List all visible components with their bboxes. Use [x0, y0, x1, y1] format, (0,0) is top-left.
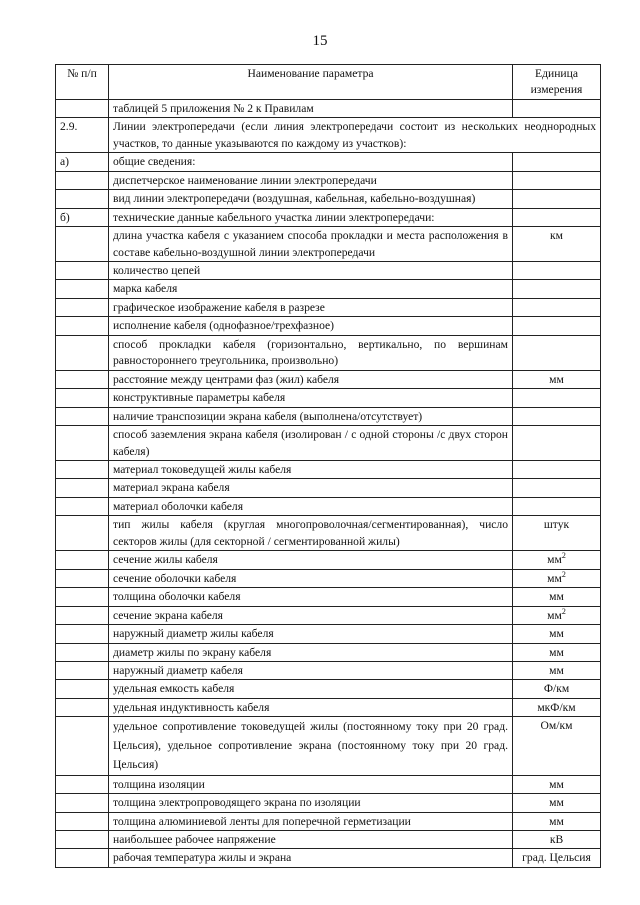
- row-number: а): [56, 153, 109, 171]
- row-number: [56, 717, 109, 775]
- table-row: [56, 516, 601, 551]
- table-row: [56, 643, 601, 661]
- unit-superscript: 2: [561, 551, 566, 561]
- parameter-unit: [513, 153, 601, 171]
- row-number: [56, 551, 109, 569]
- row-number: [56, 426, 109, 461]
- parameter-unit: [513, 426, 601, 461]
- parameter-name: тип жилы кабеля (круглая многопроволочная/сегментированная), число секторов жилы (для секторной / сегментированной жилы): [109, 516, 513, 551]
- parameter-name: технические данные кабельного участка линии электропередачи:: [109, 208, 513, 226]
- header-number: № п/п: [56, 65, 109, 100]
- row-number: [56, 831, 109, 849]
- table-row: [56, 118, 601, 153]
- parameter-name: материал оболочки кабеля: [109, 497, 513, 515]
- row-number: [56, 698, 109, 716]
- parameter-unit: [513, 317, 601, 335]
- table-row: [56, 661, 601, 679]
- unit-text: мм: [547, 553, 562, 567]
- table-row: [56, 407, 601, 425]
- table-row: [56, 227, 601, 262]
- table-row: [56, 99, 601, 117]
- parameter-name: удельная индуктивность кабеля: [109, 698, 513, 716]
- parameter-unit: [513, 298, 601, 316]
- unit-text: Ф/км: [543, 682, 570, 696]
- parameter-name: наружный диаметр кабеля: [109, 661, 513, 679]
- parameter-name: способ прокладки кабеля (горизонтально, вертикально, по вершинам равностороннего треугольника, произвольно): [109, 335, 513, 370]
- unit-text: град. Цельсия: [522, 851, 591, 865]
- table-row: [56, 426, 601, 461]
- row-number: [56, 99, 109, 117]
- unit-text: мм: [549, 590, 564, 604]
- parameter-unit: [513, 831, 601, 849]
- table-row: [56, 479, 601, 497]
- row-number: б): [56, 208, 109, 226]
- parameter-unit: [513, 389, 601, 407]
- parameter-name: наличие транспозиции экрана кабеля (выполнена/отсутствует): [109, 407, 513, 425]
- table-row: [56, 497, 601, 515]
- parameter-unit: [513, 849, 601, 867]
- table-row: [56, 190, 601, 208]
- parameter-name: сечение экрана кабеля: [109, 606, 513, 624]
- parameters-table: [55, 64, 601, 868]
- row-number: [56, 298, 109, 316]
- table-row: [56, 153, 601, 171]
- row-number: [56, 460, 109, 478]
- row-number: [56, 569, 109, 587]
- parameter-name: вид линии электропередачи (воздушная, кабельная, кабельно-воздушная): [109, 190, 513, 208]
- unit-text: мкФ/км: [537, 700, 576, 714]
- parameter-unit: [513, 335, 601, 370]
- unit-text: мм: [549, 777, 564, 791]
- parameter-name: графическое изображение кабеля в разрезе: [109, 298, 513, 316]
- unit-text: мм: [547, 608, 562, 622]
- row-number: [56, 370, 109, 388]
- table-row: [56, 698, 601, 716]
- parameter-name: материал экрана кабеля: [109, 479, 513, 497]
- parameter-unit: [513, 717, 601, 775]
- parameter-name: толщина изоляции: [109, 775, 513, 793]
- parameter-name: рабочая температура жилы и экрана: [109, 849, 513, 867]
- header-unit: Единица измерения: [513, 65, 601, 100]
- table-row: [56, 317, 601, 335]
- table-row: [56, 389, 601, 407]
- row-number: [56, 190, 109, 208]
- parameter-name: толщина электропроводящего экрана по изоляции: [109, 794, 513, 812]
- table-row: [56, 298, 601, 316]
- table-row: [56, 588, 601, 606]
- parameter-name: диспетчерское наименование линии электропередачи: [109, 171, 513, 189]
- table-row: [56, 335, 601, 370]
- table-row: [56, 717, 601, 775]
- table-row: [56, 606, 601, 624]
- parameter-name: конструктивные параметры кабеля: [109, 389, 513, 407]
- table-row: [56, 625, 601, 643]
- parameter-unit: [513, 569, 601, 587]
- unit-text: мм: [547, 571, 562, 585]
- row-number: [56, 497, 109, 515]
- row-number: [56, 794, 109, 812]
- unit-text: км: [550, 229, 563, 243]
- table-row: [56, 171, 601, 189]
- parameter-name: удельная емкость кабеля: [109, 680, 513, 698]
- unit-text: мм: [549, 627, 564, 641]
- parameter-name: удельное сопротивление токоведущей жилы (постоянному току при 20 град. Цельсия), удельное сопротивление экрана (постоянному току при 20 град. Цельсия): [109, 717, 513, 775]
- row-number: [56, 625, 109, 643]
- parameter-name: диаметр жилы по экрану кабеля: [109, 643, 513, 661]
- parameter-unit: [513, 190, 601, 208]
- parameter-unit: [513, 680, 601, 698]
- parameter-name: марка кабеля: [109, 280, 513, 298]
- parameter-unit: [513, 775, 601, 793]
- page-number: 15: [312, 33, 328, 49]
- row-number: [56, 775, 109, 793]
- table-row: [56, 812, 601, 830]
- parameter-name: таблицей 5 приложения № 2 к Правилам: [109, 99, 513, 117]
- unit-text: Ом/км: [540, 719, 573, 733]
- table-row: [56, 460, 601, 478]
- table-row: [56, 569, 601, 587]
- row-number: [56, 317, 109, 335]
- table-row: [56, 775, 601, 793]
- parameter-unit: [513, 588, 601, 606]
- parameter-unit: [513, 171, 601, 189]
- unit-superscript: 2: [561, 606, 566, 616]
- table-row: [56, 370, 601, 388]
- parameter-unit: [513, 280, 601, 298]
- parameter-unit: [513, 794, 601, 812]
- parameter-name: Линии электропередачи (если линия электропередачи состоит из нескольких неоднородных участков, то данные указываются по каждому из участков):: [109, 118, 601, 153]
- row-number: [56, 812, 109, 830]
- parameter-name: толщина алюминиевой ленты для поперечной герметизации: [109, 812, 513, 830]
- parameter-unit: [513, 208, 601, 226]
- parameter-name: расстояние между центрами фаз (жил) кабеля: [109, 370, 513, 388]
- parameter-name: сечение жилы кабеля: [109, 551, 513, 569]
- parameter-unit: [513, 227, 601, 262]
- parameter-unit: [513, 497, 601, 515]
- table-row: [56, 794, 601, 812]
- table-row: [56, 280, 601, 298]
- unit-text: кВ: [549, 833, 564, 847]
- parameter-unit: [513, 643, 601, 661]
- parameter-unit: [513, 551, 601, 569]
- parameter-unit: [513, 606, 601, 624]
- parameter-name: длина участка кабеля с указанием способа прокладки и места расположения в составе кабельно-воздушной линии электропередачи: [109, 227, 513, 262]
- row-number: [56, 407, 109, 425]
- row-number: [56, 171, 109, 189]
- parameter-unit: [513, 516, 601, 551]
- table-header-row: [56, 65, 601, 100]
- parameter-unit: [513, 370, 601, 388]
- unit-text: мм: [549, 372, 564, 386]
- row-number: [56, 588, 109, 606]
- row-number: [56, 335, 109, 370]
- row-number: [56, 389, 109, 407]
- row-number: [56, 661, 109, 679]
- row-number: [56, 479, 109, 497]
- table-row: [56, 551, 601, 569]
- parameter-name: количество цепей: [109, 261, 513, 279]
- unit-superscript: 2: [561, 569, 566, 579]
- unit-text: мм: [549, 796, 564, 810]
- parameter-name: сечение оболочки кабеля: [109, 569, 513, 587]
- unit-text: мм: [549, 814, 564, 828]
- row-number: [56, 261, 109, 279]
- table-row: [56, 831, 601, 849]
- parameter-name: общие сведения:: [109, 153, 513, 171]
- parameter-unit: [513, 460, 601, 478]
- row-number: [56, 849, 109, 867]
- header-parameter-name: Наименование параметра: [109, 65, 513, 100]
- row-number: [56, 680, 109, 698]
- parameter-unit: [513, 625, 601, 643]
- row-number: 2.9.: [56, 118, 109, 153]
- row-number: [56, 280, 109, 298]
- parameter-name: наибольшее рабочее напряжение: [109, 831, 513, 849]
- parameter-unit: [513, 661, 601, 679]
- parameter-unit: [513, 99, 601, 117]
- table-row: [56, 261, 601, 279]
- row-number: [56, 643, 109, 661]
- unit-text: мм: [549, 645, 564, 659]
- parameter-unit: [513, 698, 601, 716]
- parameter-name: материал токоведущей жилы кабеля: [109, 460, 513, 478]
- table-row: [56, 208, 601, 226]
- parameter-name: толщина оболочки кабеля: [109, 588, 513, 606]
- parameter-name: способ заземления экрана кабеля (изолирован / с одной стороны /с двух сторон кабеля): [109, 426, 513, 461]
- parameter-unit: [513, 812, 601, 830]
- unit-text: штук: [543, 518, 570, 532]
- parameter-unit: [513, 479, 601, 497]
- parameter-unit: [513, 407, 601, 425]
- unit-text: мм: [549, 663, 564, 677]
- parameter-name: исполнение кабеля (однофазное/трехфазное): [109, 317, 513, 335]
- table-body: [56, 99, 601, 867]
- row-number: [56, 606, 109, 624]
- parameter-unit: [513, 261, 601, 279]
- row-number: [56, 516, 109, 551]
- parameter-name: наружный диаметр жилы кабеля: [109, 625, 513, 643]
- table-row: [56, 680, 601, 698]
- row-number: [56, 227, 109, 262]
- table-row: [56, 849, 601, 867]
